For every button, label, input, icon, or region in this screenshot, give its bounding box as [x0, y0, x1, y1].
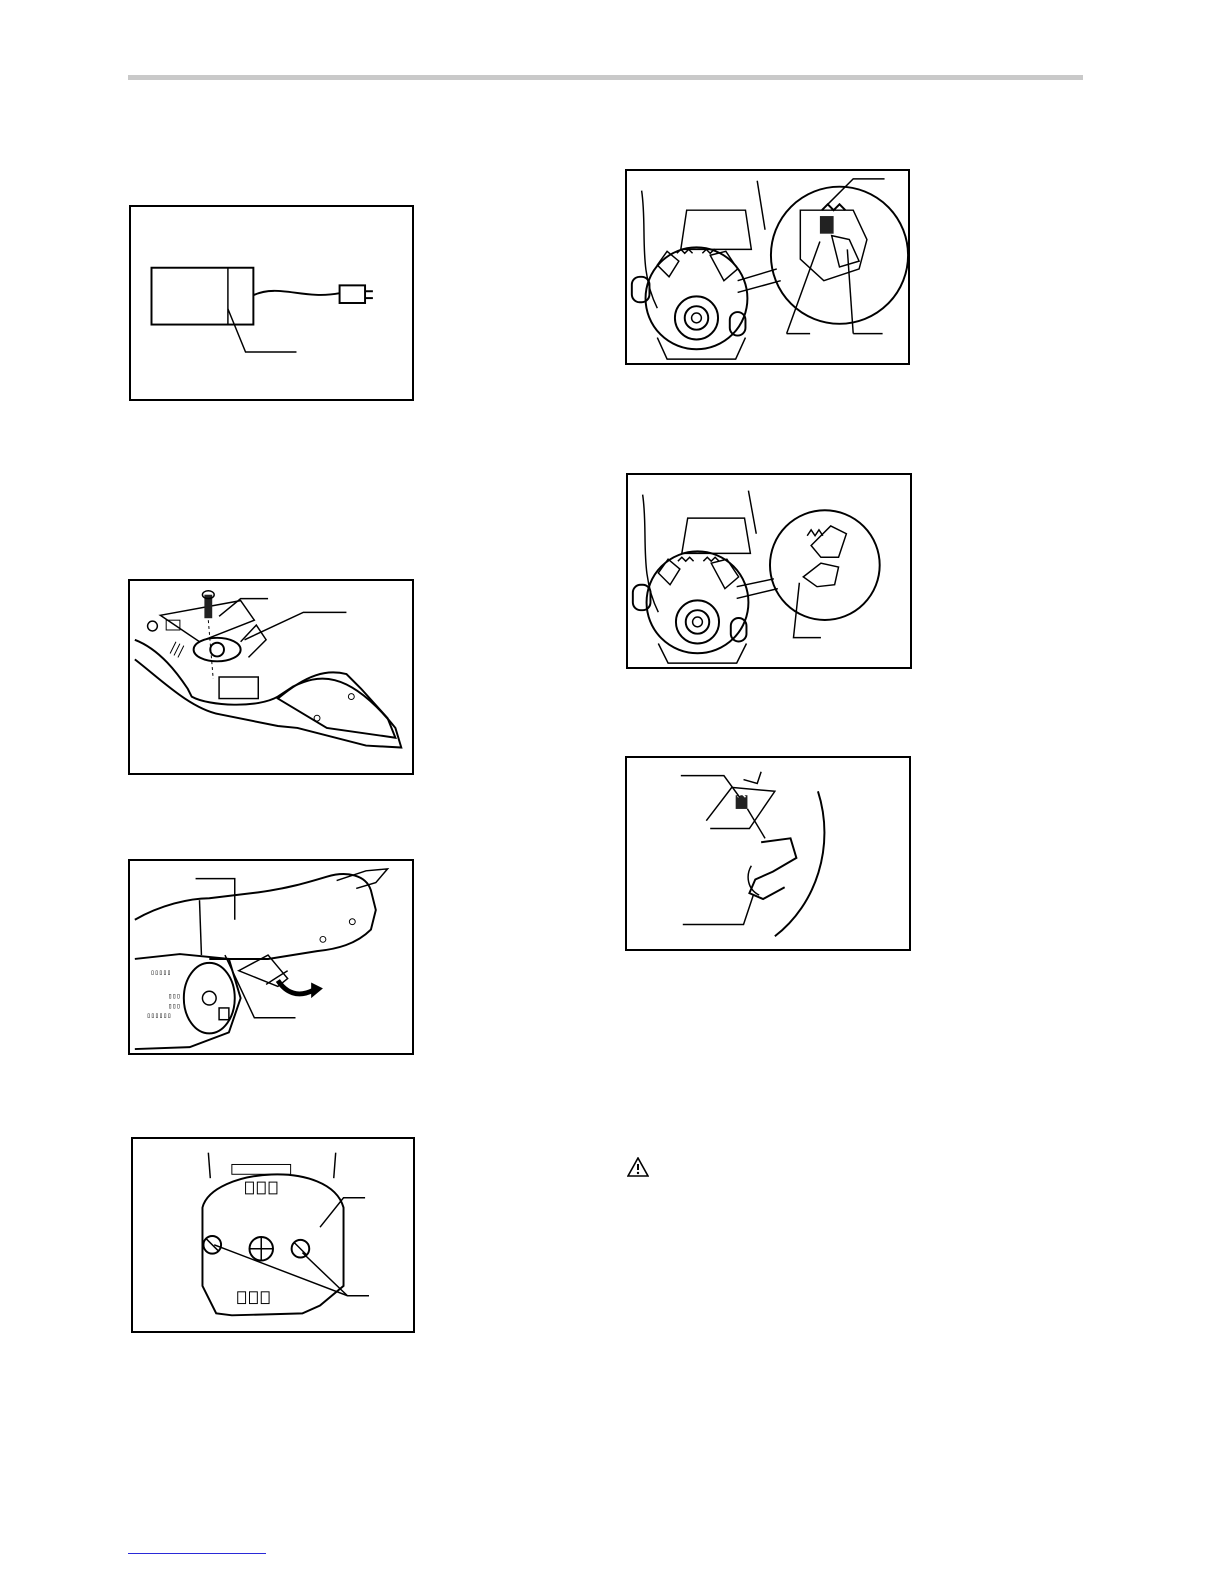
- figure-brush-detail: [625, 756, 911, 951]
- figure-head-rotate: [128, 859, 414, 1055]
- carbon-brush-detail-illustration: [627, 758, 909, 949]
- figure-head-bolt: [128, 579, 414, 775]
- rear-cover-screws-illustration: [133, 1139, 413, 1331]
- svg-text:▯▯▯▯▯▯: ▯▯▯▯▯▯: [146, 1011, 172, 1020]
- figure-brush-holder: [625, 169, 910, 365]
- svg-text:▯▯▯▯▯: ▯▯▯▯▯: [150, 968, 172, 977]
- figure-rear-cover: [131, 1137, 415, 1333]
- shear-head-bolt-illustration: [130, 581, 412, 773]
- carbon-brush-holder-illustration: [627, 171, 908, 363]
- shear-head-rotate-illustration: [130, 861, 412, 1053]
- carbon-brush-removal-illustration: [628, 475, 910, 667]
- svg-text:▯▯▯: ▯▯▯: [168, 992, 181, 1001]
- cord-plug-illustration: [131, 207, 412, 399]
- figure-cord: [129, 205, 414, 401]
- warning-triangle-icon: [627, 1157, 649, 1177]
- footer-link-rule[interactable]: [128, 1553, 266, 1554]
- svg-text:▯▯▯: ▯▯▯: [168, 1001, 181, 1010]
- header-rule: [128, 75, 1083, 80]
- figure-brush-removal: [626, 473, 912, 669]
